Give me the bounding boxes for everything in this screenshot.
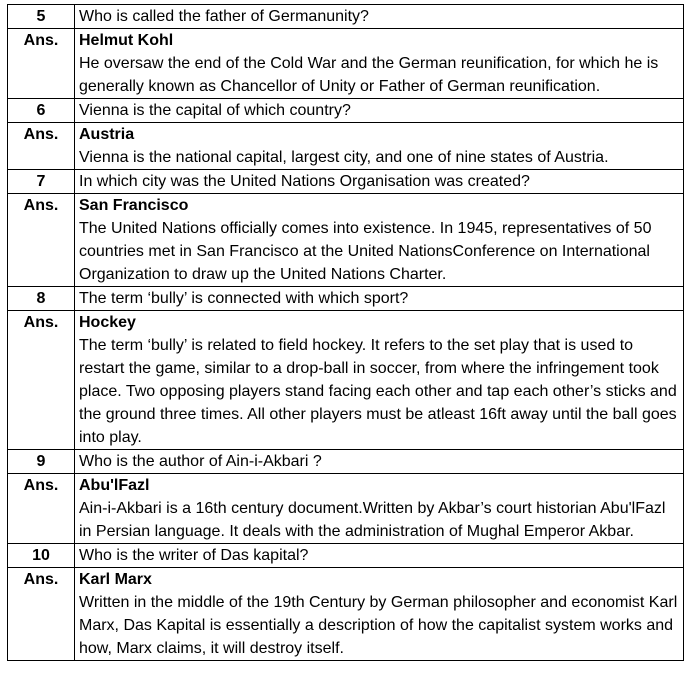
answer-title: Karl Marx	[79, 571, 152, 588]
question-text: Who is called the father of Germanunity?	[75, 5, 684, 29]
answer-cell	[75, 194, 684, 287]
answer-text: The term ‘bully’ is related to field hockey. It refers to the set play that is used to restart the game, similar to a drop-ball in soccer, from where the infringement took place. Two opposing players stand facing each other and tap each other’s sticks and the ground three times. All other players must be atleast 16ft away until the ball goes into play.	[79, 337, 677, 446]
answer-label: Ans.	[8, 29, 75, 99]
answer-title: Austria	[79, 126, 135, 143]
answer-cell	[75, 474, 684, 544]
answer-row-7	[8, 194, 684, 287]
question-number: 8	[8, 287, 75, 311]
question-row-8	[8, 287, 684, 311]
question-number: 10	[8, 544, 75, 568]
answer-title: Abu'lFazl	[79, 477, 150, 494]
answer-row-9	[8, 474, 684, 544]
answer-text: Written in the middle of the 19th Century by German philosopher and economist Karl Marx, Das Kapital is essentially a description of how the capitalist system works and how, Marx claims, it will destroy itself.	[79, 594, 678, 657]
question-row-5	[8, 5, 684, 29]
question-text: Who is the writer of Das kapital?	[75, 544, 684, 568]
question-row-6	[8, 99, 684, 123]
question-text: Who is the author of Ain-i-Akbari ?	[75, 450, 684, 474]
answer-title: Hockey	[79, 314, 136, 331]
answer-label: Ans.	[8, 194, 75, 287]
question-number: 7	[8, 170, 75, 194]
answer-title: Helmut Kohl	[79, 32, 174, 49]
answer-label: Ans.	[8, 123, 75, 170]
question-text: Vienna is the capital of which country?	[75, 99, 684, 123]
answer-text: The United Nations officially comes into existence. In 1945, representatives of 50 countries met in San Francisco at the United NationsConference on International Organization to draw up the United Nations Charter.	[79, 220, 652, 283]
answer-text: Vienna is the national capital, largest city, and one of nine states of Austria.	[79, 149, 609, 166]
answer-row-6	[8, 123, 684, 170]
answer-cell	[75, 568, 684, 661]
question-text: In which city was the United Nations Organisation was created?	[75, 170, 684, 194]
answer-cell	[75, 311, 684, 450]
question-row-10	[8, 544, 684, 568]
qa-table	[7, 4, 684, 661]
answer-cell	[75, 123, 684, 170]
answer-title: San Francisco	[79, 197, 189, 214]
answer-row-8	[8, 311, 684, 450]
answer-text: He oversaw the end of the Cold War and the German reunification, for which he is generally known as Chancellor of Unity or Father of German reunification.	[79, 55, 659, 95]
answer-label: Ans.	[8, 474, 75, 544]
answer-row-10	[8, 568, 684, 661]
question-text: The term ‘bully’ is connected with which sport?	[75, 287, 684, 311]
answer-label: Ans.	[8, 568, 75, 661]
question-row-7	[8, 170, 684, 194]
answer-label: Ans.	[8, 311, 75, 450]
question-number: 9	[8, 450, 75, 474]
answer-text: Ain-i-Akbari is a 16th century document.Written by Akbar’s court historian Abu'lFazl in Persian language. It deals with the administration of Mughal Emperor Akbar.	[79, 500, 666, 540]
answer-row-5	[8, 29, 684, 99]
question-number: 6	[8, 99, 75, 123]
answer-cell	[75, 29, 684, 99]
question-row-9	[8, 450, 684, 474]
question-number: 5	[8, 5, 75, 29]
